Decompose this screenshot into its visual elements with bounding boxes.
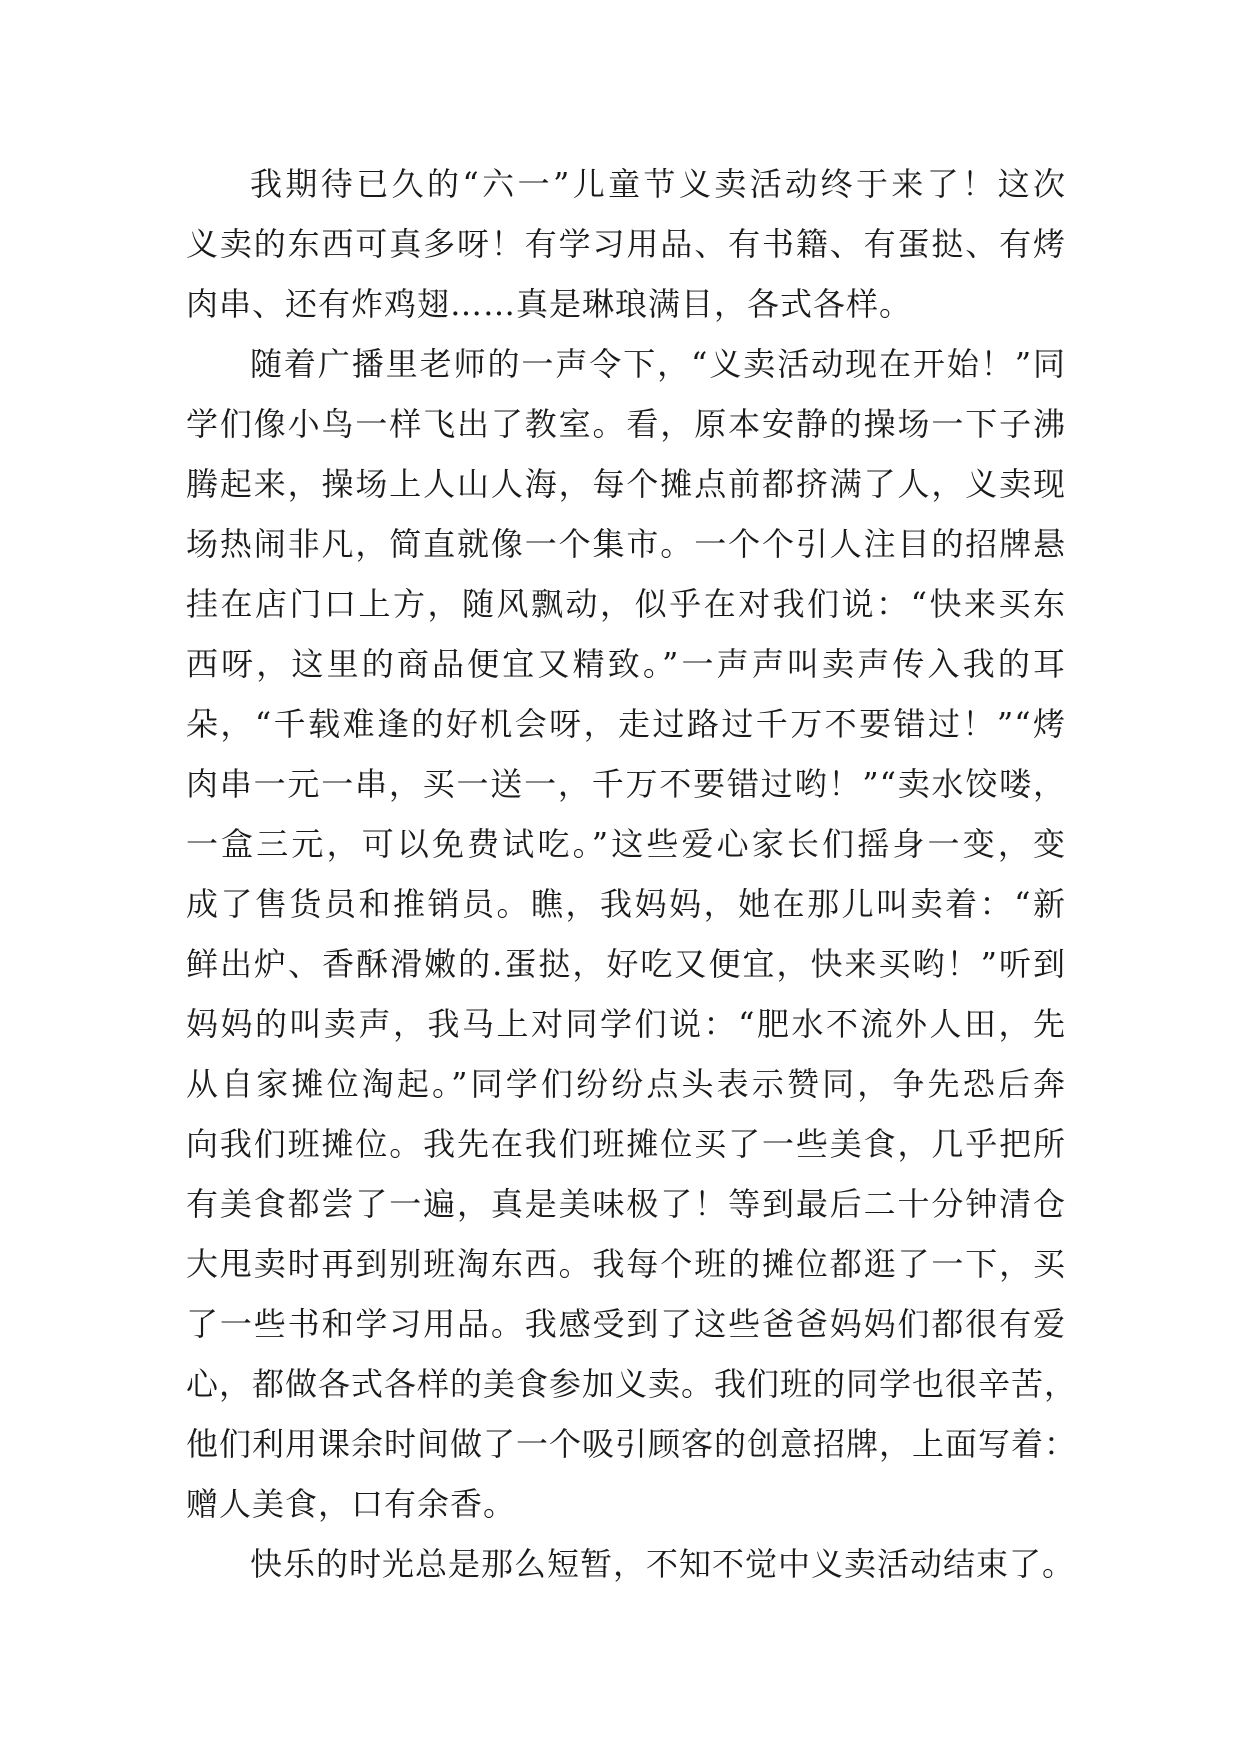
text-line: 肉串、还有炸鸡翅……真是琳琅满目，各式各样。 <box>186 285 913 323</box>
paragraph <box>186 1534 1076 1594</box>
text-line: 成了售货员和推销员。瞧，我妈妈，她在那儿叫卖着：“新 <box>186 885 1066 923</box>
text-line: 挂在店门口上方，随风飘动，似乎在对我们说：“快来买东 <box>186 585 1066 623</box>
text-line: 赠人美食，口有余香。 <box>186 1485 517 1523</box>
text-line: 场热闹非凡，简直就像一个集市。一个个引人注目的招牌悬 <box>186 525 1066 563</box>
text-line: 我期待已久的“六一”儿童节义卖活动终于来了！这次 <box>250 165 1066 203</box>
text-line: 一盒三元，可以免费试吃。”这些爱心家长们摇身一变，变 <box>186 825 1066 863</box>
text-line: 西呀，这里的商品便宜又精致。”一声声叫卖声传入我的耳 <box>186 645 1066 683</box>
text-line: 从自家摊位淘起。”同学们纷纷点头表示赞同，争先恐后奔 <box>186 1065 1066 1103</box>
text-line: 妈妈的叫卖声，我马上对同学们说：“肥水不流外人田，先 <box>186 1005 1066 1043</box>
document-body <box>186 154 1078 1594</box>
text-line: 肉串一元一串，买一送一，千万不要错过哟！”“卖水饺喽， <box>186 765 1066 803</box>
text-line: 腾起来，操场上人山人海，每个摊点前都挤满了人，义卖现 <box>186 465 1066 503</box>
text-line: 快乐的时光总是那么短暂，不知不觉中义卖活动结束了。 <box>250 1545 1076 1583</box>
text-line: 心，都做各式各样的美食参加义卖。我们班的同学也很辛苦， <box>186 1365 1078 1403</box>
text-line: 朵，“千载难逢的好机会呀，走过路过千万不要错过！”“烤 <box>186 705 1066 743</box>
paragraph <box>186 334 1078 1534</box>
text-line: 有美食都尝了一遍，真是美味极了！等到最后二十分钟清仓 <box>186 1185 1066 1223</box>
text-line: 大甩卖时再到别班淘东西。我每个班的摊位都逛了一下，买 <box>186 1245 1066 1283</box>
text-line: 他们利用课余时间做了一个吸引顾客的创意招牌，上面写着： <box>186 1425 1078 1463</box>
text-line: 义卖的东西可真多呀！有学习用品、有书籍、有蛋挞、有烤 <box>186 225 1066 263</box>
text-line: 学们像小鸟一样飞出了教室。看，原本安静的操场一下子沸 <box>186 405 1066 443</box>
text-line: 向我们班摊位。我先在我们班摊位买了一些美食，几乎把所 <box>186 1125 1066 1163</box>
text-line: 随着广播里老师的一声令下，“义卖活动现在开始！”同 <box>250 345 1066 383</box>
paragraph <box>186 154 1066 334</box>
text-line: 了一些书和学习用品。我感受到了这些爸爸妈妈们都很有爱 <box>186 1305 1066 1343</box>
text-line: 鲜出炉、香酥滑嫩的.蛋挞，好吃又便宜，快来买哟！”听到 <box>186 945 1066 983</box>
